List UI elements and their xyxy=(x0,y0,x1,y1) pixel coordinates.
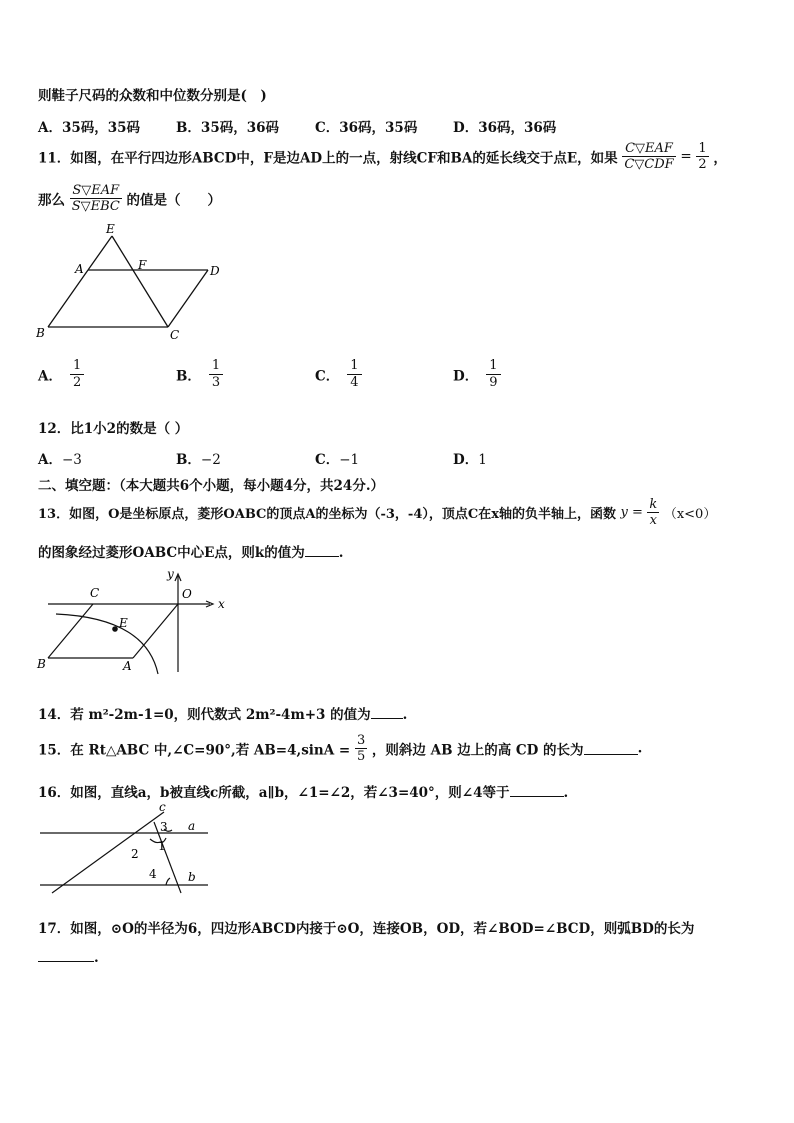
q13-function-fraction: $\frac{k}{x}$ xyxy=(649,497,658,528)
q13-stem: 13．如图，O是坐标原点，菱形OABC的顶点A的坐标为（-3，-4），顶点C在x轴的负半轴上，函数 y = $\frac{k}{x}$ （x<0） xyxy=(38,497,717,528)
q11-label-a: A xyxy=(75,262,84,276)
q15-stem: 15．在 Rt△ABC 中,∠C=90°,若 AB=4,sinA = $\frac{3}{5}$ ，则斜边 AB 边上的高 CD 的长为 . xyxy=(38,733,643,764)
q11-option-a: A． $\frac{1}{2}$ xyxy=(38,358,84,391)
q11-ratio-fraction: $\frac{\text{C▽EAF}}{\text{C▽CDF}}$ xyxy=(624,141,674,172)
q15-answer-blank[interactable] xyxy=(584,742,638,755)
q13-label-y: y xyxy=(167,567,174,581)
q11-option-d: D． $\frac{1}{9}$ xyxy=(453,358,501,391)
q12-option-d: D．1 xyxy=(453,452,487,468)
q13-label-e: E xyxy=(119,616,128,630)
q10-option-b: B．35码，36码 xyxy=(176,120,279,136)
q13-point-e xyxy=(112,626,118,632)
q14-answer-blank[interactable] xyxy=(371,706,403,719)
q11-ratio-value: $\frac{1}{2}$ xyxy=(698,141,707,172)
q12-stem: 12．比1小2的数是（ ） xyxy=(38,421,189,437)
q11-label-c: C xyxy=(170,328,180,342)
q11-parallelogram-figure xyxy=(36,222,226,344)
q16-angle-3: 3 xyxy=(160,820,168,834)
q17-stem: 17．如图，⊙O的半径为6，四边形ABCD内接于⊙O，连接OB，OD，若∠BOD=∠BCD，则弧BD的长为 xyxy=(38,921,695,937)
q16-angle-4: 4 xyxy=(149,867,157,881)
q11-label-e: E xyxy=(106,222,115,236)
q11-label-d: D xyxy=(210,264,220,278)
q17-answer-blank[interactable] xyxy=(38,949,94,962)
q13-stem-2: 的图象经过菱形OABC中心E点，则k的值为 . xyxy=(38,545,344,561)
q11-option-b: B． $\frac{1}{3}$ xyxy=(176,358,223,391)
q16-label-b: b xyxy=(188,870,196,884)
q10-option-c: C．36码，35码 xyxy=(315,120,418,136)
q10-option-d: D．36码，36码 xyxy=(453,120,557,136)
q13-rhombus-figure xyxy=(36,566,236,678)
q11-ask-fraction: $\frac{\text{S▽EAF}}{\text{S▽EBC}}$ xyxy=(71,183,120,214)
q10-stem: 则鞋子尺码的众数和中位数分别是( ) xyxy=(38,88,267,104)
q13-label-a: A xyxy=(123,659,132,673)
q11-stem: 11．如图，在平行四边形ABCD中，F是边AD上的一点，射线CF和BA的延长线交于点E，如果 $\frac{\text{C▽EAF}}{\text{C▽CDF}}$ = $\frac{1}{2}$ ， xyxy=(38,141,727,172)
q16-label-c: c xyxy=(159,800,166,814)
q11-stem-2: 那么 $\frac{\text{S▽EAF}}{\text{S▽EBC}}$ 的值是（ ） xyxy=(38,183,222,214)
q11-option-c: C． $\frac{1}{4}$ xyxy=(315,358,362,391)
q13-label-c: C xyxy=(90,586,100,600)
q16-label-a: a xyxy=(188,819,196,833)
q11-label-b: B xyxy=(36,326,45,340)
q13-label-b: B xyxy=(37,657,46,671)
q12-option-b: B．−2 xyxy=(176,452,221,468)
q16-stem: 16．如图，直线a，b被直线c所截，a∥b，∠1=∠2，若∠3=40°，则∠4等于 . xyxy=(38,785,569,801)
q10-option-a: A．35码，35码 xyxy=(38,120,141,136)
q16-angle-2: 2 xyxy=(131,847,139,861)
q12-option-a: A．−3 xyxy=(38,452,82,468)
q17-stem-2: . xyxy=(38,949,99,966)
q16-parallel-lines-figure xyxy=(36,800,216,895)
q13-label-x: x xyxy=(218,597,225,611)
q16-angle-1: 1 xyxy=(158,839,166,853)
q16-answer-blank[interactable] xyxy=(510,784,564,797)
q15-sin-fraction: $\frac{3}{5}$ xyxy=(356,733,366,764)
q13-label-o: O xyxy=(182,587,192,601)
q11-label-f: F xyxy=(138,258,147,272)
section-heading-fill-in: 二、填空题：（本大题共6个小题，每小题4分，共24分.） xyxy=(38,478,385,494)
q12-option-c: C．−1 xyxy=(315,452,360,468)
q13-answer-blank[interactable] xyxy=(305,544,339,557)
q14-stem: 14．若 m²-2m-1=0，则代数式 2m²-4m+3 的值为 . xyxy=(38,707,408,723)
